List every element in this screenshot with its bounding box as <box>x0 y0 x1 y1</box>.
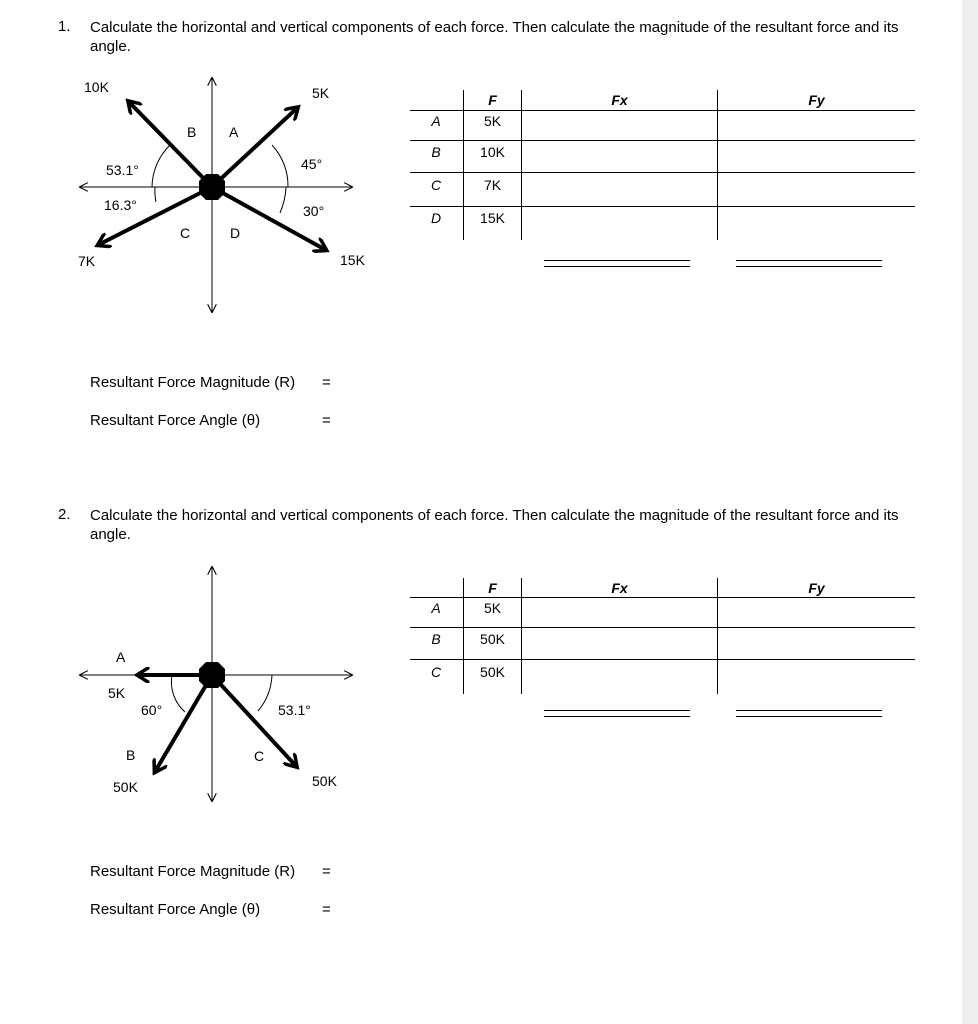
magnitude-equals: = <box>322 374 331 391</box>
angle-label-53: 53.1° <box>106 162 139 178</box>
force-label-15k: 15K <box>340 252 365 268</box>
force-label-50k-c: 50K <box>312 773 337 789</box>
header-f: F <box>488 580 497 596</box>
force-label-5k: 5K <box>108 685 126 701</box>
header-fx: Fx <box>611 580 628 596</box>
letter-b: B <box>187 124 197 140</box>
problem-instructions: Calculate the horizontal and vertical components of each force. Then calculate the magnitude of the resultant force and its angle. <box>90 19 899 55</box>
letter-d: D <box>230 225 241 241</box>
problem-instructions: Calculate the horizontal and vertical components of each force. Then calculate the magnitude of the resultant force and its angle. <box>90 507 899 543</box>
row-force: 5K <box>483 600 502 616</box>
row-label: C <box>430 664 442 680</box>
header-fx: Fx <box>611 92 628 108</box>
row-label: B <box>431 631 441 647</box>
row-label: C <box>430 177 442 193</box>
scrollbar-track[interactable] <box>962 0 978 1024</box>
row-label: B <box>431 144 441 160</box>
letter-a: A <box>116 649 126 665</box>
components-table <box>410 576 915 736</box>
force-diagram <box>60 558 380 808</box>
header-fy: Fy <box>808 92 825 108</box>
row-label: A <box>431 113 441 129</box>
angle-label: Resultant Force Angle (θ) <box>90 412 261 429</box>
row-label: D <box>430 210 442 226</box>
problem-number: 2. <box>58 506 71 523</box>
force-label-50k-b: 50K <box>113 779 138 795</box>
force-vector-b <box>156 675 212 770</box>
angle-label-30: 30° <box>303 203 325 219</box>
angle-equals: = <box>322 412 331 429</box>
sum-line-fy <box>736 260 882 267</box>
row-force: 10K <box>480 144 505 160</box>
center-body <box>199 174 225 200</box>
force-vector-7k <box>100 187 212 244</box>
row-label: A <box>431 600 441 616</box>
angle-arc-45 <box>272 145 288 187</box>
header-f: F <box>488 92 497 108</box>
magnitude-label: Resultant Force Magnitude (R) <box>90 374 296 391</box>
angle-arc-30 <box>280 187 286 213</box>
row-force: 5K <box>483 113 502 129</box>
letter-b: B <box>126 747 136 763</box>
angle-label-16: 16.3° <box>104 197 137 213</box>
row-force: 50K <box>480 631 505 647</box>
row-force: 15K <box>480 210 505 226</box>
sum-line-fx <box>544 260 690 267</box>
angle-label-60: 60° <box>141 702 163 718</box>
angle-equals: = <box>322 901 331 918</box>
angle-label-53: 53.1° <box>278 702 311 718</box>
angle-arc-53 <box>152 145 170 187</box>
angle-arc-60 <box>171 675 185 712</box>
row-force: 50K <box>480 664 505 680</box>
sum-line-fy <box>736 710 882 717</box>
angle-arc-16 <box>155 187 156 202</box>
center-body <box>199 662 225 688</box>
magnitude-label: Resultant Force Magnitude (R) <box>90 863 296 880</box>
letter-c: C <box>180 225 191 241</box>
angle-label-45: 45° <box>301 156 323 172</box>
sum-line-fx <box>544 710 690 717</box>
force-label-5k: 5K <box>312 85 330 101</box>
force-label-10k: 10K <box>84 79 109 95</box>
header-fy: Fy <box>808 580 825 596</box>
angle-arc-53 <box>258 675 272 711</box>
force-vector-10k <box>130 103 212 187</box>
components-table <box>410 88 915 248</box>
letter-a: A <box>229 124 239 140</box>
force-label-7k: 7K <box>78 253 96 269</box>
force-diagram <box>60 70 380 320</box>
row-force: 7K <box>483 177 502 193</box>
problem-number: 1. <box>58 18 71 35</box>
letter-c: C <box>254 748 265 764</box>
magnitude-equals: = <box>322 863 331 880</box>
angle-label: Resultant Force Angle (θ) <box>90 901 261 918</box>
force-vector-5k <box>212 109 296 187</box>
